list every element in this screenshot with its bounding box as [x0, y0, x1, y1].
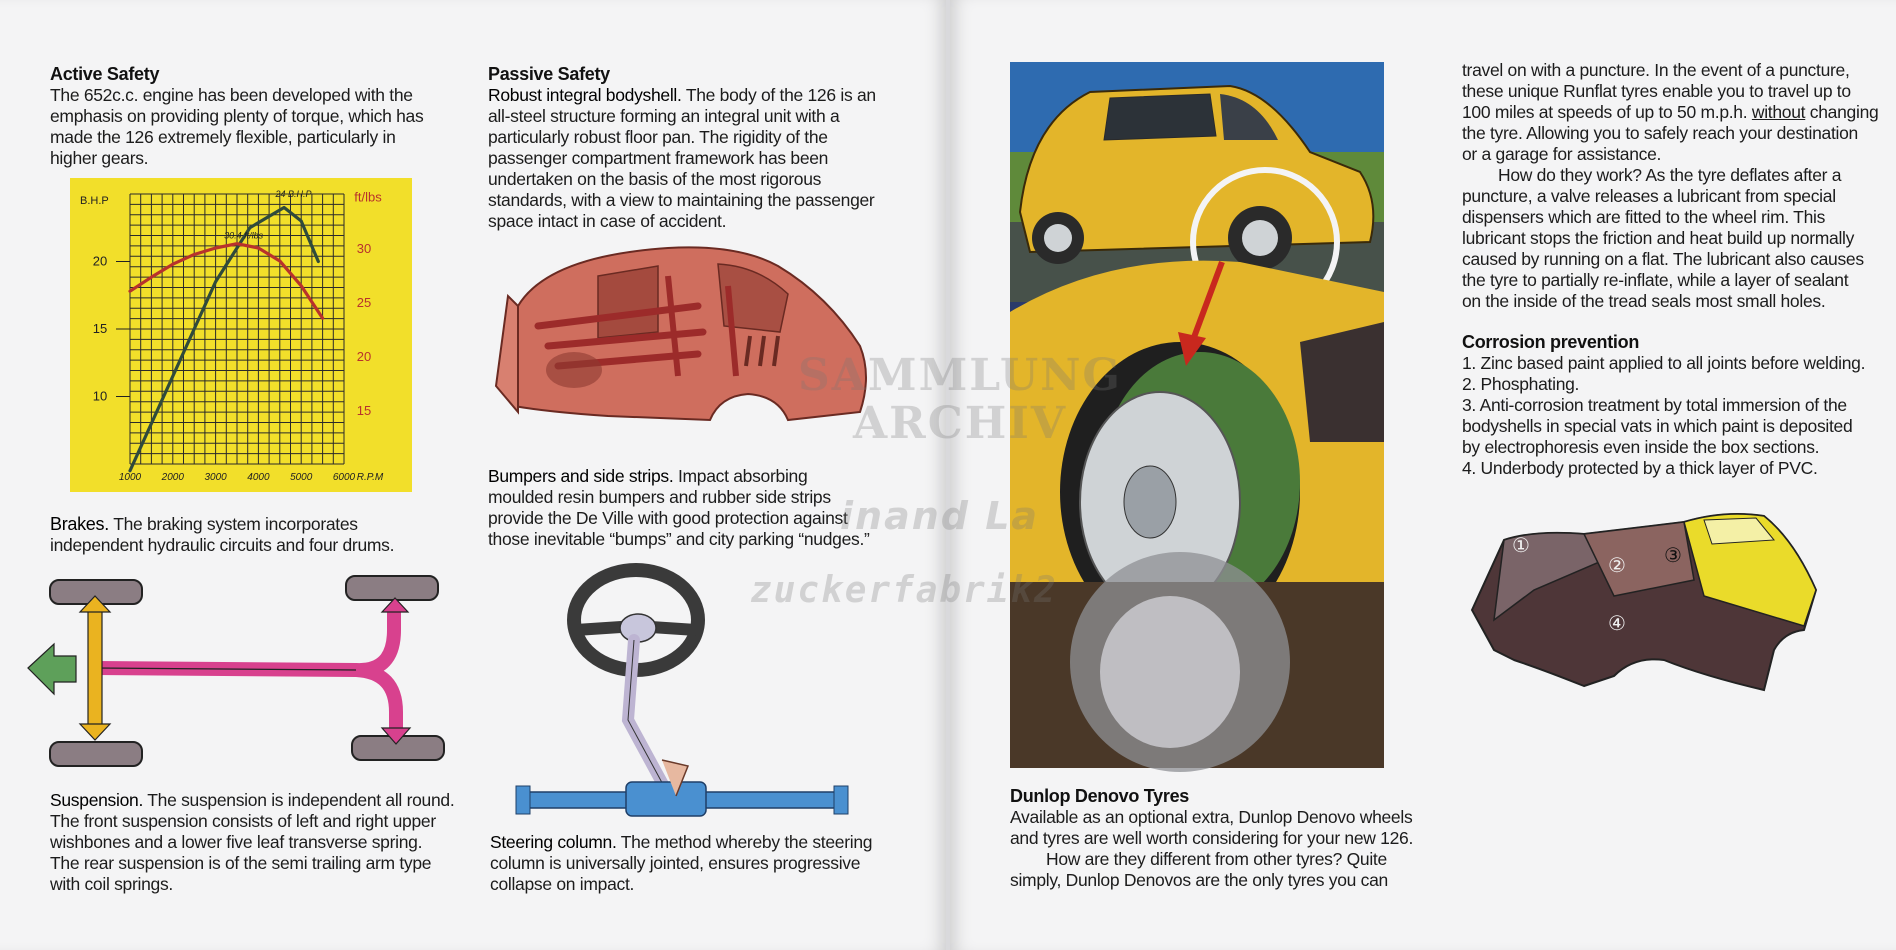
y2-axis-label: ft/lbs	[354, 189, 382, 205]
runflat-section	[1462, 60, 1882, 312]
yellow-axle	[88, 610, 102, 726]
x-tick-label: 1000	[118, 472, 142, 483]
yellow-arrow-down	[80, 724, 110, 740]
suspension-section	[50, 790, 470, 895]
text-line: with coil springs.	[50, 874, 173, 894]
text-line: provide the De Ville with good protection against	[488, 508, 848, 528]
text-line: passenger compartment framework has been	[488, 148, 829, 168]
text-line: How are they different from other tyres? Quite	[1046, 849, 1387, 869]
text-line: and tyres are well worth considering for your new 126.	[1010, 828, 1414, 848]
watermark	[770, 352, 1150, 448]
x-tick-label: 6000	[332, 472, 356, 483]
brakes-section	[50, 514, 450, 556]
bhp-peak-label: 24 B.H.P	[275, 188, 312, 199]
corrosion-marker-2: ②	[1608, 553, 1626, 577]
watermark-line: ARCHIV	[852, 398, 1068, 449]
watermark-line: SAMMLUNG	[797, 350, 1123, 401]
text-line: wishbones and a lower five leaf transverse spring.	[50, 832, 423, 852]
text-line: Available as an optional extra, Dunlop Denovo wheels	[1010, 807, 1413, 827]
text-line: Impact absorbing	[677, 466, 808, 486]
text-line: all-steel structure forming an integral unit with a	[488, 106, 840, 126]
text-line: travel on with a puncture. In the event of a puncture,	[1462, 60, 1850, 80]
text-line: on the inside of the tread seals most small holes.	[1462, 291, 1826, 311]
text-line: simply, Dunlop Denovos are the only tyres you can	[1010, 870, 1388, 890]
y2-tick-label: 30	[356, 241, 372, 256]
text-line: the tyre to partially re-inflate, while a layer of sealant	[1462, 270, 1849, 290]
corrosion-marker-1: ①	[1512, 533, 1530, 557]
text-line: dispensers which are fitted to the wheel rim. This	[1462, 207, 1826, 227]
corrosion-section	[1462, 332, 1882, 479]
text-line: emphasis on providing plenty of torque, which has	[50, 106, 424, 126]
text-line: higher gears.	[50, 148, 149, 168]
text-line: collapse on impact.	[490, 874, 635, 894]
text-line: by electrophoresis even inside the box sections.	[1462, 437, 1820, 457]
text-line: changing	[1809, 102, 1879, 122]
dunlop-section	[1010, 786, 1430, 891]
x-tick-label: 2000	[161, 472, 184, 483]
bodyshell-subheading: Robust integral bodyshell.	[488, 85, 682, 105]
text-line: 100 miles at speeds of up to 50 m.p.h.	[1462, 102, 1748, 122]
power-torque-chart	[70, 178, 412, 492]
y-axis-label: B.H.P	[80, 195, 109, 207]
text-line: 3. Anti-corrosion treatment by total immersion of the	[1462, 395, 1847, 415]
y2-tick-label: 25	[356, 295, 372, 310]
passive-safety-heading: Passive Safety	[488, 64, 610, 84]
left-page	[0, 0, 946, 950]
text-line: 4. Underbody protected by a thick layer of PVC.	[1462, 458, 1818, 478]
front-right-wheel	[346, 576, 438, 600]
corrosion-heading: Corrosion prevention	[1462, 332, 1640, 352]
text-line: caused by running on a flat. The lubricant also causes	[1462, 249, 1864, 269]
text-line: the tyre. Allowing you to safely reach your destination	[1462, 123, 1858, 143]
torque-peak-label: 30.4 ft/lbs	[224, 230, 264, 241]
brake-axle-diagram	[26, 572, 446, 772]
text-line: The front suspension consists of left and right upper	[50, 811, 436, 831]
chart-svg	[70, 178, 412, 492]
x-axis-label: R.P.M	[356, 472, 384, 483]
right-page	[950, 0, 1896, 950]
corrosion-marker-3: ③	[1664, 543, 1682, 567]
text-line: moulded resin bumpers and rubber side strips	[488, 487, 831, 507]
text-line: bodyshells in special vats in which paint is deposited	[1462, 416, 1853, 436]
watermark-line: zuckerfabrik2	[750, 570, 1058, 611]
text-line: puncture, a valve releases a lubricant from special	[1462, 186, 1836, 206]
pink-axle	[96, 612, 396, 730]
brakes-subheading: Brakes.	[50, 514, 109, 534]
text-line: How do they work? As the tyre deflates after a	[1498, 165, 1842, 185]
text-line: 2. Phosphating.	[1462, 374, 1580, 394]
text-line: these unique Runflat tyres enable you to travel up to	[1462, 81, 1851, 101]
active-safety-section	[50, 64, 450, 169]
text-line: The rear suspension is of the semi trailing arm type	[50, 853, 432, 873]
dunlop-heading: Dunlop Denovo Tyres	[1010, 786, 1189, 806]
x-tick-label: 5000	[290, 472, 313, 483]
green-direction-arrow	[28, 644, 76, 694]
rear-left-wheel	[50, 742, 142, 766]
text-line: space intact in case of accident.	[488, 211, 727, 231]
text-line: The body of the 126 is an	[685, 85, 876, 105]
text-line: column is universally jointed, ensures progressive	[490, 853, 861, 873]
text-line: The braking system incorporates	[113, 514, 358, 534]
watermark-line: inand La	[840, 494, 1040, 538]
text-line: made the 126 extremely flexible, particularly in	[50, 127, 396, 147]
y2-tick-label: 15	[356, 403, 372, 418]
steering-section	[490, 832, 910, 895]
text-line: undertaken on the basis of the most rigorous	[488, 169, 822, 189]
text-line: independent hydraulic circuits and four drums.	[50, 535, 395, 555]
y2-tick-label: 20	[356, 349, 372, 364]
text-line: particularly robust floor pan. The rigidity of the	[488, 127, 828, 147]
corrosion-bodyshell-illustration	[1464, 500, 1820, 694]
x-tick-label: 4000	[247, 472, 270, 483]
active-safety-heading: Active Safety	[50, 64, 160, 84]
corrosion-marker-4: ④	[1608, 611, 1626, 635]
text-line: The method whereby the steering	[620, 832, 873, 852]
text-line: The 652c.c. engine has been developed with the	[50, 85, 413, 105]
y-tick-label: 20	[92, 253, 108, 269]
passive-safety-section	[488, 64, 908, 232]
y-tick-label: 10	[92, 388, 108, 404]
x-tick-label: 3000	[204, 472, 227, 483]
text-line: or a garage for assistance.	[1462, 144, 1662, 164]
text-line: The suspension is independent all round.	[147, 790, 455, 810]
y-tick-label: 15	[92, 321, 108, 336]
emphasis-word: without	[1751, 102, 1806, 122]
text-line: lubricant stops the friction and heat build up normally	[1462, 228, 1855, 248]
text-line: standards, with a view to maintaining the passenger	[488, 190, 875, 210]
suspension-subheading: Suspension.	[50, 790, 144, 810]
bumpers-subheading: Bumpers and side strips.	[488, 466, 674, 486]
text-line: 1. Zinc based paint applied to all joints before welding.	[1462, 353, 1866, 373]
steering-subheading: Steering column.	[490, 832, 617, 852]
text-line: those inevitable “bumps” and city parking “nudges.”	[488, 529, 870, 549]
